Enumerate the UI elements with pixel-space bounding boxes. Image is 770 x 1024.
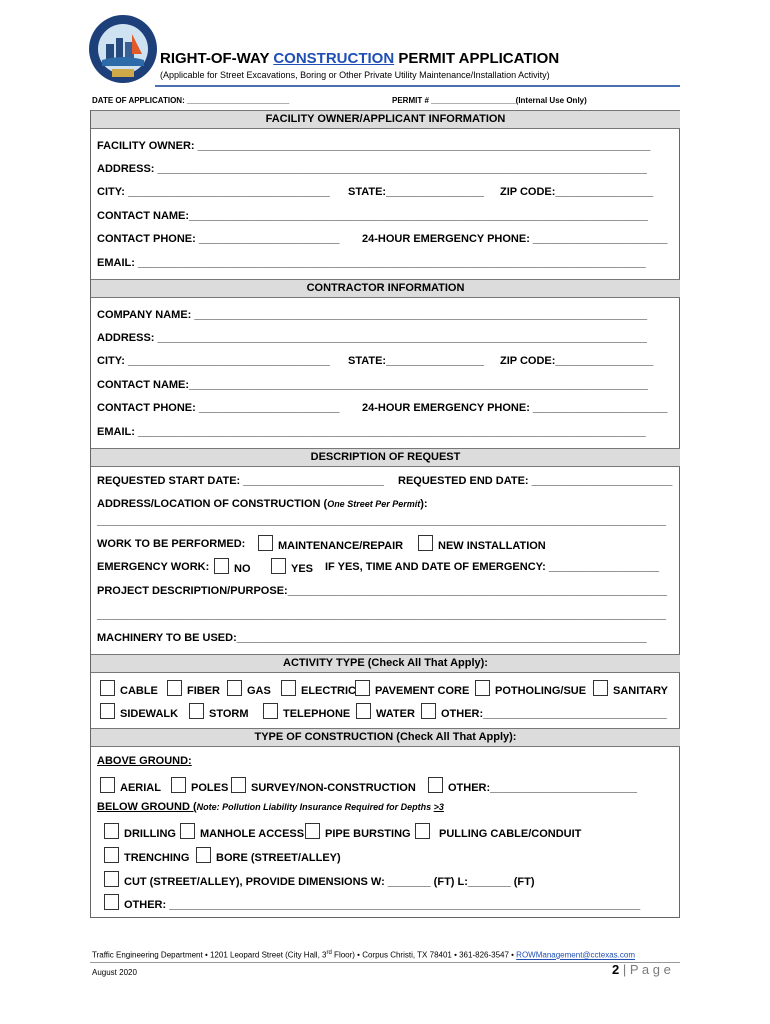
emergency-yes-option[interactable]: YES [271,558,313,575]
contractor-address-field[interactable]: ADDRESS: ________________________________________________________________________________ [97,332,647,344]
checkbox[interactable] [214,558,229,574]
facility-section-heading: FACILITY OWNER/APPLICANT INFORMATION [91,110,680,129]
checkbox[interactable] [421,703,436,719]
location-line[interactable]: _____________________________________________________________________________________________ [97,515,666,527]
checkbox[interactable] [355,680,370,696]
machinery-field[interactable]: MACHINERY TO BE USED:___________________________________________________________________ [97,632,647,644]
work-option-new-installation[interactable]: NEW INSTALLATION [418,535,546,552]
checkbox[interactable] [167,680,182,696]
footer-email-link[interactable]: ROWManagement@cctexas.com [516,950,635,960]
above-aerial[interactable]: AERIAL [100,777,161,794]
checkbox[interactable] [180,823,195,839]
checkbox[interactable] [271,558,286,574]
activity-gas[interactable]: GAS [227,680,271,697]
activity-pavement-core[interactable]: PAVEMENT CORE [355,680,469,697]
form-frame [90,110,680,918]
work-option-maintenance[interactable]: MAINTENANCE/REPAIR [258,535,403,552]
activity-storm[interactable]: STORM [189,703,249,720]
above-other[interactable]: OTHER:________________________ [428,777,637,794]
page-title: RIGHT-OF-WAY CONSTRUCTION PERMIT APPLICATION [160,50,560,67]
checkbox[interactable] [227,680,242,696]
activity-potholing[interactable]: POTHOLING/SUE [475,680,586,697]
facility-address-field[interactable]: ADDRESS: ________________________________________________________________________________ [97,163,647,175]
start-date-field[interactable]: REQUESTED START DATE: _______________________ [97,475,384,487]
checkbox[interactable] [196,847,211,863]
work-label: WORK TO BE PERFORMED: [97,538,246,550]
activity-water[interactable]: WATER [356,703,415,720]
activity-cable[interactable]: CABLE [100,680,158,697]
facility-zip-field[interactable]: ZIP CODE:________________ [500,186,654,198]
emergency-label: EMERGENCY WORK: [97,561,210,573]
above-ground-label: ABOVE GROUND: [97,755,192,767]
contractor-zip-field[interactable]: ZIP CODE:________________ [500,355,654,367]
request-section-heading: DESCRIPTION OF REQUEST [91,448,680,467]
facility-email-field[interactable]: EMAIL: ___________________________________________________________________________________ [97,257,646,269]
checkbox[interactable] [428,777,443,793]
checkbox[interactable] [104,823,119,839]
checkbox[interactable] [418,535,433,551]
emergency-time-field[interactable]: IF YES, TIME AND DATE OF EMERGENCY: __________________ [325,561,660,573]
checkbox[interactable] [356,703,371,719]
checkbox[interactable] [263,703,278,719]
contractor-city-field[interactable]: CITY: _________________________________ [97,355,330,367]
facility-city-field[interactable]: CITY: _________________________________ [97,186,330,198]
activity-other[interactable]: OTHER:______________________________ [421,703,667,720]
footer-address: Traffic Engineering Department • 1201 Leopard Street (City Hall, 3rd Floor) • Corpus Christi, TX 78401 • 361-826-3547 • ROWManagement@cctexas.com [92,950,635,960]
title-link[interactable]: CONSTRUCTION [273,50,395,67]
page-subtitle: (Applicable for Street Excavations, Boring or Other Private Utility Maintenance/Installation Activity) [160,70,550,80]
checkbox[interactable] [281,680,296,696]
activity-sidewalk[interactable]: SIDEWALK [100,703,178,720]
footer-rule [90,962,680,963]
checkbox[interactable] [100,777,115,793]
construction-section-heading: TYPE OF CONSTRUCTION (Check All That Apply): [91,728,680,747]
permit-number[interactable]: PERMIT # ___________________(Internal Use Only) [392,96,587,105]
checkbox[interactable] [593,680,608,696]
checkbox[interactable] [104,847,119,863]
location-label: ADDRESS/LOCATION OF CONSTRUCTION (One Street Per Permit): [97,498,428,510]
contractor-emergency-phone-field[interactable]: 24-HOUR EMERGENCY PHONE: ______________________ [362,402,668,414]
contractor-email-field[interactable]: EMAIL: ___________________________________________________________________________________ [97,426,646,438]
activity-telephone[interactable]: TELEPHONE [263,703,350,720]
below-drilling[interactable]: DRILLING [104,823,176,840]
above-poles[interactable]: POLES [171,777,228,794]
below-pulling-cable[interactable]: PULLING CABLE/CONDUIT [415,823,581,840]
page-number: 2 | P a g e [612,962,671,977]
end-date-field[interactable]: REQUESTED END DATE: _______________________ [398,475,673,487]
activity-fiber[interactable]: FIBER [167,680,220,697]
header-rule [155,85,680,87]
checkbox[interactable] [104,894,119,910]
project-description-field[interactable]: PROJECT DESCRIPTION/PURPOSE:______________________________________________________________ [97,585,667,597]
emergency-no-option[interactable]: NO [214,558,251,575]
project-description-line[interactable]: _____________________________________________________________________________________________ [97,609,666,621]
checkbox[interactable] [104,871,119,887]
facility-emergency-phone-field[interactable]: 24-HOUR EMERGENCY PHONE: ______________________ [362,233,668,245]
contractor-contact-name-field[interactable]: CONTACT NAME:___________________________________________________________________________ [97,379,648,391]
contractor-section-heading: CONTRACTOR INFORMATION [91,279,680,298]
checkbox[interactable] [189,703,204,719]
contractor-state-field[interactable]: STATE:________________ [348,355,484,367]
company-name-field[interactable]: COMPANY NAME: __________________________________________________________________________ [97,309,648,321]
checkbox[interactable] [100,680,115,696]
date-of-application[interactable]: DATE OF APPLICATION: _______________________ [92,96,290,105]
checkbox[interactable] [305,823,320,839]
city-seal-logo [88,14,158,84]
activity-sanitary[interactable]: SANITARY [593,680,668,697]
checkbox[interactable] [171,777,186,793]
checkbox[interactable] [258,535,273,551]
checkbox[interactable] [231,777,246,793]
facility-contact-phone-field[interactable]: CONTACT PHONE: _______________________ [97,233,340,245]
facility-owner-field[interactable]: FACILITY OWNER: __________________________________________________________________________ [97,140,651,152]
facility-contact-name-field[interactable]: CONTACT NAME:___________________________________________________________________________ [97,210,648,222]
above-survey[interactable]: SURVEY/NON-CONSTRUCTION [231,777,416,794]
activity-electric[interactable]: ELECTRIC [281,680,356,697]
below-bore[interactable]: BORE (STREET/ALLEY) [196,847,341,864]
footer-date: August 2020 [92,968,137,977]
checkbox[interactable] [100,703,115,719]
checkbox[interactable] [475,680,490,696]
contractor-contact-phone-field[interactable]: CONTACT PHONE: _______________________ [97,402,340,414]
below-ground-label: BELOW GROUND (Note: Pollution Liability Insurance Required for Depths >3 [97,801,444,813]
below-other[interactable]: OTHER: _____________________________________________________________________________ [104,894,640,911]
facility-state-field[interactable]: STATE:________________ [348,186,484,198]
checkbox[interactable] [415,823,430,839]
below-trenching[interactable]: TRENCHING [104,847,189,864]
activity-section-heading: ACTIVITY TYPE (Check All That Apply): [91,654,680,673]
below-cut[interactable]: CUT (STREET/ALLEY), PROVIDE DIMENSIONS W: _______ (FT) L:_______ (FT) [104,871,535,888]
below-manhole[interactable]: MANHOLE ACCESS [180,823,304,840]
below-pipe-bursting[interactable]: PIPE BURSTING [305,823,411,840]
